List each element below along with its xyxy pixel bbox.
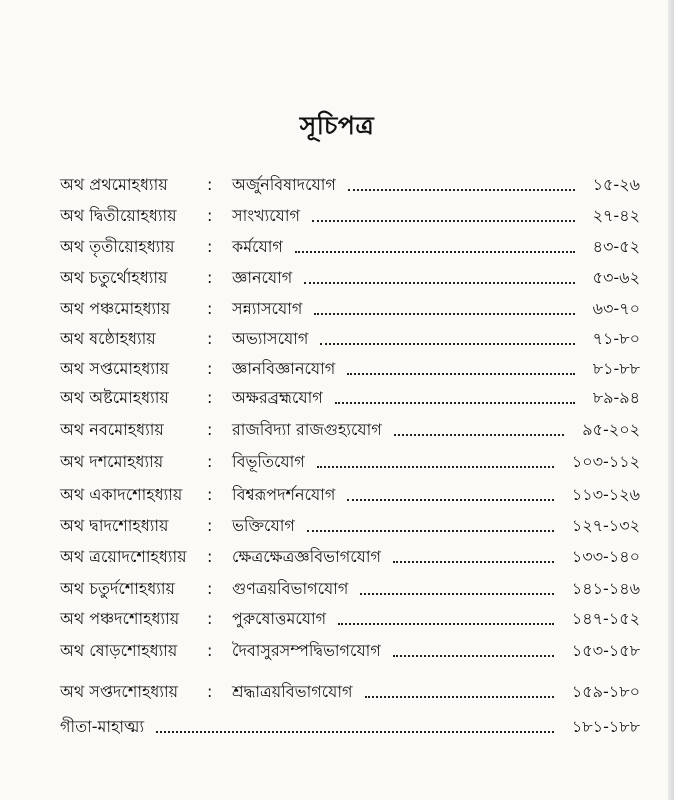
chapter-name: অথ দশমোহধ্যায়	[60, 452, 164, 471]
separator-colon: :	[207, 268, 213, 287]
yoga-title: অক্ষরব্রহ্মযোগ	[232, 388, 323, 407]
page-range: ১৪১-১৪৬	[571, 579, 640, 598]
toc-row-final	[0, 714, 674, 740]
dot-leader	[304, 280, 575, 284]
page-range: ১৪৭-১৫২	[571, 609, 640, 628]
page-range: ৫৩-৬২	[592, 268, 640, 287]
chapter-name: অথ অষ্টমোহধ্যায়	[60, 388, 169, 407]
page-range: ২৭-৪২	[592, 206, 640, 225]
yoga-title: ক্ষেত্রক্ষেত্রজ্ঞবিভাগযোগ	[232, 547, 381, 566]
separator-colon: :	[207, 237, 213, 256]
page-range: ১৫৯-১৮০	[571, 682, 640, 701]
toc-row	[0, 356, 674, 382]
page-range: ৪৩-৫২	[592, 237, 640, 256]
yoga-title: রাজবিদ্যা রাজগুহ্যযোগ	[232, 420, 382, 439]
toc-row	[0, 606, 674, 632]
page-range: ১৮১-১৮৮	[571, 717, 640, 736]
chapter-name: অথ সপ্তমোহধ্যায়	[60, 359, 170, 378]
chapter-name: অথ ষোড়শোহধ্যায়	[60, 641, 178, 660]
chapter-name: অথ পঞ্চমোহধ্যায়	[60, 299, 171, 318]
yoga-title: অর্জুনবিষাদযোগ	[232, 175, 336, 194]
yoga-title: কর্মযোগ	[232, 237, 283, 256]
dot-leader	[314, 311, 575, 315]
toc-row	[0, 326, 674, 352]
dot-leader	[317, 464, 554, 468]
toc-row	[0, 482, 674, 508]
separator-colon: :	[207, 516, 213, 535]
separator-colon: :	[207, 388, 213, 407]
chapter-name: অথ ষষ্ঠোহধ্যায়	[60, 329, 156, 348]
page-range: ১৫৩-১৫৮	[571, 641, 640, 660]
dot-leader	[360, 591, 554, 595]
yoga-title: গুণত্রয়বিভাগযোগ	[232, 579, 349, 598]
separator-colon: :	[207, 547, 213, 566]
toc-row	[0, 576, 674, 602]
chapter-name: অথ ত্রয়োদশোহধ্যায়	[60, 547, 187, 566]
toc-row	[0, 417, 674, 443]
dot-leader	[307, 528, 554, 532]
dot-leader	[393, 653, 554, 657]
gita-mahatmya-label: গীতা-মাহাত্ম্য	[60, 717, 145, 736]
yoga-title: জ্ঞানবিজ্ঞানযোগ	[232, 359, 336, 378]
yoga-title: ভক্তিযোগ	[232, 516, 295, 535]
dot-leader	[335, 400, 575, 404]
yoga-title: দৈবাসুরসম্পদ্বিভাগযোগ	[232, 641, 381, 660]
page-range: ১৫-২৬	[592, 175, 640, 194]
dot-leader	[365, 694, 554, 698]
chapter-name: অথ নবমোহধ্যায়	[60, 420, 164, 439]
yoga-title: সন্ন্যাসযোগ	[232, 299, 303, 318]
page-range: ৮১-৮৮	[592, 359, 640, 378]
dot-leader	[156, 729, 554, 733]
yoga-title: শ্রদ্ধাত্রয়বিভাগযোগ	[232, 682, 353, 701]
separator-colon: :	[207, 359, 213, 378]
toc-row	[0, 638, 674, 664]
dot-leader	[347, 497, 554, 501]
separator-colon: :	[207, 175, 213, 194]
yoga-title: জ্ঞানযোগ	[232, 268, 293, 287]
yoga-title: বিভূতিযোগ	[232, 452, 305, 471]
page-range: ১০৩-১১২	[571, 452, 640, 471]
page-range: ১১৩-১২৬	[571, 485, 640, 504]
toc-row	[0, 544, 674, 570]
chapter-name: অথ সপ্তদশোহধ্যায়	[60, 682, 179, 701]
dot-leader	[394, 432, 564, 436]
page-range: ১২৭-১৩২	[571, 516, 640, 535]
separator-colon: :	[207, 299, 213, 318]
chapter-name: অথ দ্বাদশোহধ্যায়	[60, 516, 169, 535]
dot-leader	[348, 187, 575, 191]
separator-colon: :	[207, 206, 213, 225]
separator-colon: :	[207, 329, 213, 348]
toc-row	[0, 679, 674, 705]
separator-colon: :	[207, 452, 213, 471]
chapter-name: অথ তৃতীয়োহধ্যায়	[60, 237, 175, 256]
yoga-title: অভ্যাসযোগ	[232, 329, 309, 348]
yoga-title: বিশ্বরূপদর্শনযোগ	[232, 485, 336, 504]
chapter-name: অথ দ্বিতীয়োহধ্যায়	[60, 206, 177, 225]
page-range: ৯৫-২০২	[582, 420, 640, 439]
dot-leader	[347, 371, 575, 375]
toc-row	[0, 385, 674, 411]
toc-row	[0, 265, 674, 291]
page-range: ৬৩-৭০	[592, 299, 640, 318]
page-range: ৮৯-৯৪	[592, 388, 640, 407]
separator-colon: :	[207, 609, 213, 628]
toc-row	[0, 296, 674, 322]
chapter-name: অথ চতুর্থোহধ্যায়	[60, 268, 168, 287]
page-range: ১৩৩-১৪০	[571, 547, 640, 566]
yoga-title: সাংখ্যযোগ	[232, 206, 301, 225]
toc-row	[0, 513, 674, 539]
separator-colon: :	[207, 579, 213, 598]
toc-row	[0, 172, 674, 198]
dot-leader	[393, 559, 554, 563]
toc-row	[0, 203, 674, 229]
dot-leader	[295, 249, 575, 253]
chapter-name: অথ পঞ্চদশোহধ্যায়	[60, 609, 180, 628]
toc-row	[0, 449, 674, 475]
separator-colon: :	[207, 682, 213, 701]
toc-row	[0, 234, 674, 260]
separator-colon: :	[207, 485, 213, 504]
page-title: সূচিপত্র	[299, 111, 375, 140]
yoga-title: পুরুষোত্তমযোগ	[232, 609, 327, 628]
separator-colon: :	[207, 641, 213, 660]
dot-leader	[312, 218, 575, 222]
separator-colon: :	[207, 420, 213, 439]
chapter-name: অথ একাদশোহধ্যায়	[60, 485, 183, 504]
dot-leader	[320, 341, 575, 345]
chapter-name: অথ চতুর্দশোহধ্যায়	[60, 579, 175, 598]
chapter-name: অথ প্রথমোহধ্যায়	[60, 175, 168, 194]
dot-leader	[338, 621, 554, 625]
page-range: ৭১-৮০	[592, 329, 640, 348]
